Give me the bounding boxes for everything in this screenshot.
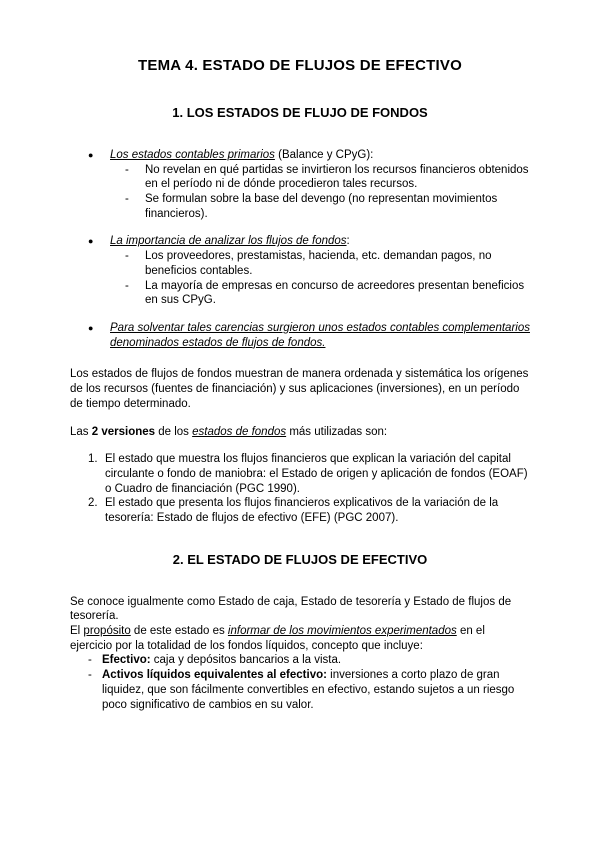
paragraph bbox=[70, 425, 530, 440]
paragraph: Se conoce igualmente como Estado de caja, Estado de tesorería y Estado de flujos de tesorería. bbox=[70, 595, 512, 623]
paragraph-text: en el ejercicio por la totalidad de los fondos líquidos, concepto que incluye: bbox=[70, 624, 485, 652]
paragraph-text: más utilizadas son: bbox=[286, 425, 388, 438]
dash-item-lead-text: Efectivo: bbox=[102, 654, 151, 667]
bullet-item bbox=[70, 148, 530, 222]
numbered-item bbox=[70, 452, 530, 496]
bullet-icon: ● bbox=[88, 149, 94, 160]
numbered-item-text: El estado que presenta los flujos financieros explicativos de la variación de la tesorería: Estado de flujos de efectivo (EFE) (PGC 2007). bbox=[105, 497, 499, 525]
bullet-rest-text: (Balance y CPyG): bbox=[274, 148, 374, 161]
dash-item-text: caja y depósitos bancarios a la vista. bbox=[150, 654, 342, 667]
dash-item-lead-text: Activos líquidos equivalentes al efectivo: bbox=[102, 669, 327, 682]
sub-bullet-text: No revelan en qué partidas se invirtieron los recursos financieros obtenidos en el período ni de dónde procedieron tales recursos. bbox=[145, 163, 529, 191]
dash-icon: - bbox=[88, 654, 92, 667]
bullet-lead-text: Los estados contables primarios bbox=[110, 148, 275, 161]
sub-bullet-text: Se formulan sobre la base del devengo (no representan movimientos financieros). bbox=[145, 192, 498, 220]
list-number: 1. bbox=[88, 453, 98, 466]
paragraph-text: Las bbox=[70, 425, 92, 438]
sub-bullet-item bbox=[110, 163, 530, 192]
paragraph-bold-text: 2 versiones bbox=[91, 425, 156, 438]
dash-icon: - bbox=[88, 669, 92, 682]
dash-item-text: inversiones a corto plazo de gran liquidez, que son fácilmente convertibles en efectivo, estando sujetos a un riesgo poco significativo de cambios en su valor. bbox=[102, 669, 515, 711]
bullet-item bbox=[70, 234, 530, 308]
paragraph-text: de los bbox=[155, 425, 193, 438]
sub-bullet-text: Los proveedores, prestamistas, hacienda, etc. demandan pagos, no beneficios contables. bbox=[145, 250, 492, 277]
document-title: TEMA 4. ESTADO DE FLUJOS DE EFECTIVO bbox=[138, 57, 462, 74]
section2-heading: 2. EL ESTADO DE FLUJOS DE EFECTIVO bbox=[172, 551, 428, 567]
dash-icon: - bbox=[125, 192, 129, 205]
dash-icon: - bbox=[125, 163, 129, 176]
section1-heading: 1. LOS ESTADOS DE FLUJO DE FONDOS bbox=[172, 105, 428, 121]
numbered-item-text: El estado que muestra los flujos financieros que explican la variación del capital circulante o fondo de maniobra: el Estado de origen y aplicación de fondos (EOAF) o Cuadro de financiación (PGC 1990). bbox=[105, 453, 528, 495]
sub-bullet-text: La mayoría de empresas en concurso de acreedores presentan beneficios en sus CPyG. bbox=[145, 279, 525, 307]
numbered-item bbox=[70, 496, 530, 525]
bullet-lead-text: La importancia de analizar los flujos de fondos bbox=[110, 235, 347, 248]
sub-bullet-item bbox=[110, 192, 530, 221]
list-number: 2. bbox=[88, 497, 98, 510]
paragraph-underline-text: propósito bbox=[83, 624, 131, 637]
paragraph-text: El bbox=[70, 624, 84, 637]
paragraph: Los estados de flujos de fondos muestran de manera ordenada y sistemática los orígenes de los recursos (fuentes de financiación) y sus aplicaciones (inversiones), en un período de tiempo determinado. bbox=[70, 368, 529, 410]
bullet-icon: ● bbox=[88, 236, 94, 247]
paragraph bbox=[70, 624, 530, 653]
bullet-item bbox=[70, 321, 530, 350]
bullet-icon: ● bbox=[88, 323, 94, 333]
dash-icon: - bbox=[125, 279, 129, 292]
bullet-rest-text: : bbox=[346, 235, 350, 248]
dash-item bbox=[70, 668, 530, 712]
bullet-lead-text: Para solventar tales carencias surgieron unos estados contables complementarios denominados estados de flujos de fondos. bbox=[110, 322, 530, 349]
paragraph-underline-text: estados de fondos bbox=[192, 425, 287, 438]
dash-item bbox=[70, 653, 530, 668]
dash-icon: - bbox=[125, 250, 129, 263]
sub-bullet-item bbox=[110, 279, 530, 308]
paragraph-underline-text: informar de los movimientos experimentados bbox=[227, 624, 457, 637]
sub-bullet-item bbox=[110, 249, 530, 278]
paragraph-text: de este estado es bbox=[130, 624, 228, 637]
